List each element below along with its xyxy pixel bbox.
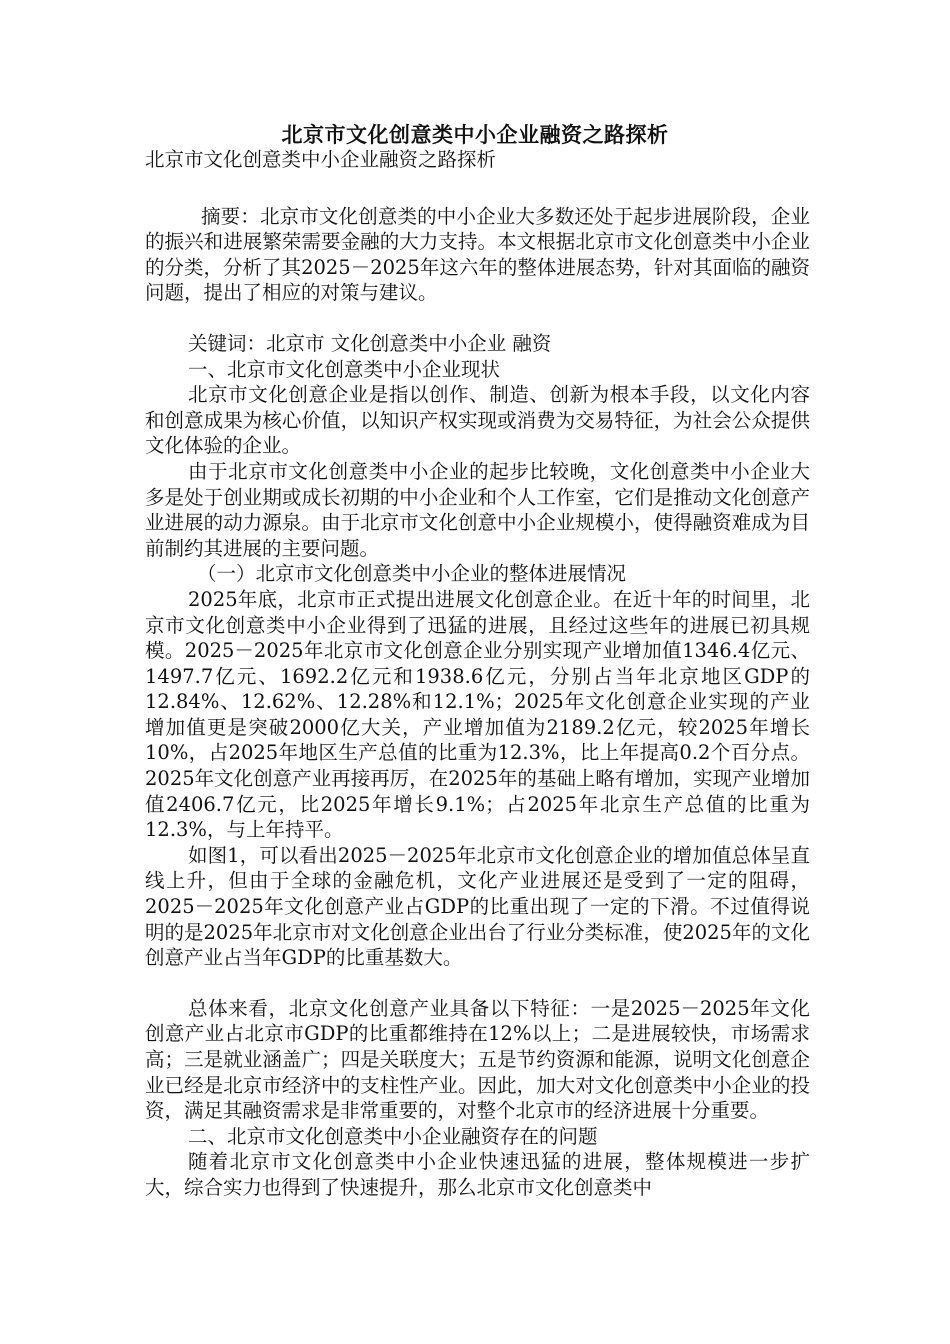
abstract-paragraph: 摘要：北京市文化创意类的中小企业大多数还处于起步进展阶段，企业的振兴和进展繁荣需要金融的大力支持。本文根据北京市文化创意类中小企业的分类，分析了其2025－2025年这六年的整体进展态势，针对其面临的融资问题，提出了相应的对策与建议。: [145, 204, 810, 305]
subsection-heading-1: （一）北京市文化创意类中小企业的整体进展情况: [197, 562, 627, 586]
body-paragraph: 随着北京市文化创意类中小企业快速迅猛的进展，整体规模进一步扩大，综合实力也得到了快速提升，那么北京市文化创意类中: [145, 1150, 810, 1199]
section-heading-1: 一、北京市文化创意类中小企业现状: [188, 357, 501, 381]
body-paragraph: 总体来看，北京文化创意产业具备以下特征：一是2025－2025年文化创意产业占北京市GDP的比重都维持在12%以上；二是进展较快，市场需求高；三是就业涵盖广；四是关联度大；五是节约资源和能源，说明文化创意企业已经是北京市经济中的支柱性产业。因此，加大对文化创意类中小企业的投资，满足其融资需求是非常重要的，对整个北京市的经济进展十分重要。: [145, 996, 810, 1123]
section-heading-2: 二、北京市文化创意类中小企业融资存在的问题: [188, 1124, 598, 1148]
body-paragraph: 如图1，可以看出2025－2025年北京市文化创意企业的增加值总体呈直线上升，但由于全球的金融危机，文化产业进展还是受到了一定的阻碍，2025－2025年文化创意产业占GDP的比重出现了一定的下滑。不过值得说明的是2025年北京市对文化创意企业出台了行业分类标准，使2025年的文化创意产业占当年GDP的比重基数大。: [145, 843, 810, 970]
body-paragraph: 北京市文化创意企业是指以创作、制造、创新为根本手段，以文化内容和创意成果为核心价值，以知识产权实现或消费为交易特征，为社会公众提供文化体验的企业。: [145, 383, 810, 458]
keywords-line: 关键词：北京市 文化创意类中小企业 融资: [188, 331, 552, 355]
document-title: 北京市文化创意类中小企业融资之路探析: [281, 122, 669, 147]
body-paragraph: 2025年底，北京市正式提出进展文化创意企业。在近十年的时间里，北京市文化创意类中小企业得到了迅猛的进展，且经过这些年的进展已初具规模。2025－2025年北京市文化创意企业分别实现产业增加值1346.4亿元、1497.7亿元、1692.2亿元和1938.6亿元，分别占当年北京地区GDP的12.84%、12.62%、12.28%和12.1%；2025年文化创意企业实现的产业增加值更是突破2000亿大关，产业增加值为2189.2亿元，较2025年增长10%，占2025年地区生产总值的比重为12.3%，比上年提高0.2个百分点。2025年文化创意产业再接再厉，在2025年的基础上略有增加，实现产业增加值2406.7亿元，比2025年增长9.1%；占2025年北京生产总值的比重为12.3%，与上年持平。: [145, 587, 810, 842]
document-body: [145, 147, 810, 1201]
body-paragraph: 由于北京市文化创意类中小企业的起步比较晚，文化创意类中小企业大多是处于创业期或成长初期的中小企业和个人工作室，它们是推动文化创意产业进展的动力源泉。由于北京市文化创意中小企业规模小，使得融资难成为目前制约其进展的主要问题。: [145, 459, 810, 560]
document-subtitle: 北京市文化创意类中小企业融资之路探析: [145, 148, 497, 171]
